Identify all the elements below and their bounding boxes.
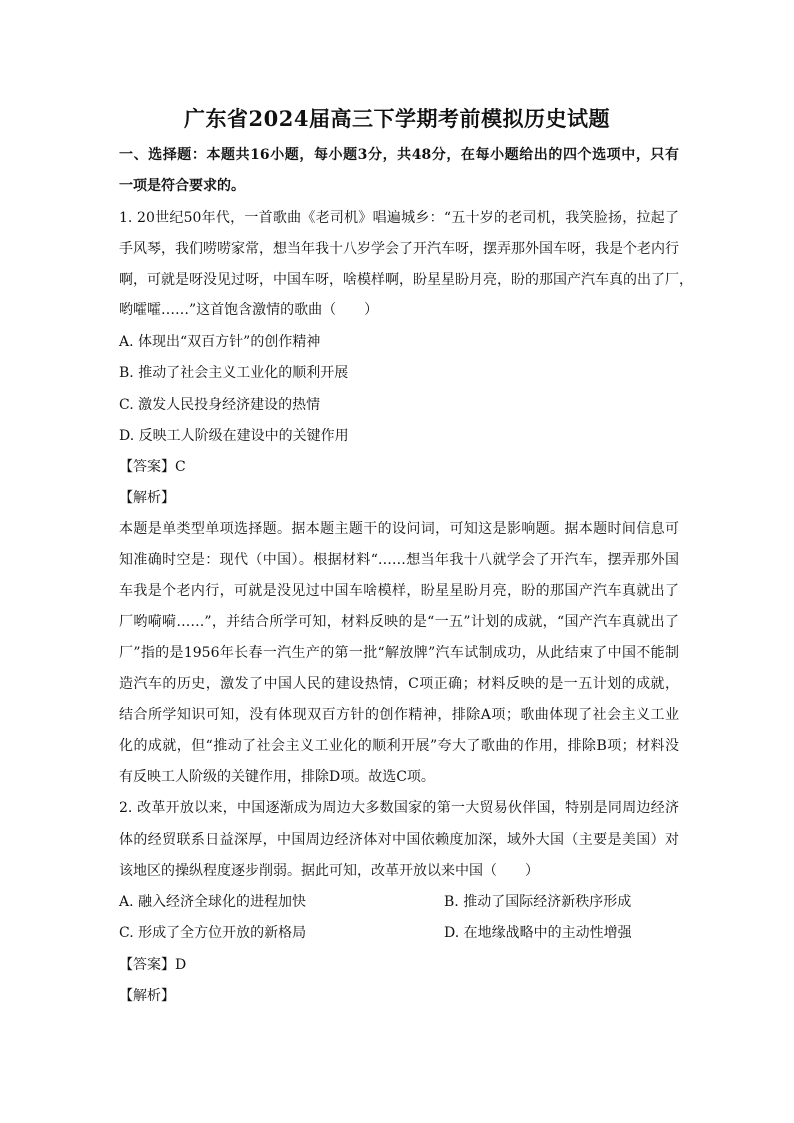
question-1-analysis: 结合所学知识可知，没有体现双百方针的创作精神，排除A项；歌曲体现了社会主义工业: [119, 707, 679, 723]
question-1-analysis-label: 【解析】: [119, 490, 175, 506]
question-1-analysis: 化的成就，但“推动了社会主义工业化的顺利开展”夸大了歌曲的作用，排除B项；材料没: [119, 738, 679, 754]
question-1-stem: 哟嚯嚯……”这首饱含激情的歌曲（ ）: [119, 302, 379, 318]
question-2-analysis-label: 【解析】: [119, 988, 175, 1004]
question-1-analysis: 有反映工人阶级的关键作用，排除D项。故选C项。: [119, 769, 435, 785]
page-title: 广东省2024届高三下学期考前模拟历史试题: [184, 106, 610, 131]
question-1-analysis: 造汽车的历史，激发了中国人民的建设热情，C项正确；材料反映的是一五计划的成就，: [119, 676, 679, 692]
question-1-analysis: 本题是单类型单项选择题。据本题主题干的设问词，可知这是影响题。据本题时间信息可: [119, 521, 679, 537]
question-2-stem: 2. 改革开放以来，中国逐渐成为周边大多数国家的第一大贸易伙伴国，特别是同周边经济: [119, 800, 679, 816]
question-1-option-d: D. 反映工人阶级在建设中的关键作用: [119, 428, 349, 444]
question-2-option-b: B. 推动了国际经济新秩序形成: [444, 894, 632, 910]
question-1-option-b: B. 推动了社会主义工业化的顺利开展: [119, 365, 349, 381]
section-instruction: 一、选择题：本题共16小题，每小题3分，共48分，在每小题给出的四个选项中，只有: [119, 147, 679, 163]
question-1-analysis: 知准确时空是：现代（中国）。根据材料“……想当年我十八就学会了开汽车，摆弄那外国: [119, 552, 679, 568]
question-1-stem: 1. 20世纪50年代，一首歌曲《老司机》唱遍城乡：“五十岁的老司机，我笑脸扬，拉起了: [119, 210, 679, 226]
question-2-option-d: D. 在地缘战略中的主动性增强: [444, 925, 632, 941]
question-1-analysis: 车我是个老内行，可就是没见过中国车啥模样，盼星星盼月亮，盼的那国产汽车真就出了: [119, 583, 679, 599]
question-1-analysis: 厂”指的是1956年长春一汽生产的第一批“解放牌”汽车试制成功，从此结束了中国不能制: [119, 645, 679, 661]
question-2-stem: 该地区的操纵程度逐步削弱。据此可知，改革开放以来中国（ ）: [119, 863, 539, 879]
question-1-stem: 啊，可就是呀没见过呀，中国车呀，啥模样啊，盼星星盼月亮，盼的那国产汽车真的出了厂，: [119, 272, 693, 288]
question-2-option-a: A. 融入经济全球化的进程加快: [119, 894, 307, 910]
section-instruction-cont: 一项是符合要求的。: [119, 178, 245, 194]
question-1-answer: 【答案】C: [119, 459, 186, 475]
question-2-answer: 【答案】D: [119, 957, 187, 973]
question-1-stem: 手风琴，我们唠唠家常，想当年我十八岁学会了开汽车呀，摆弄那外国车呀，我是个老内行: [119, 241, 679, 257]
question-1-option-c: C. 激发人民投身经济建设的热情: [119, 397, 321, 413]
question-1-analysis: 厂哟嗬嗬……”，并结合所学可知，材料反映的是“一五”计划的成就，“国产汽车真就出了: [119, 614, 679, 630]
question-1-option-a: A. 体现出“双百方针”的创作精神: [119, 334, 321, 350]
question-2-option-c: C. 形成了全方位开放的新格局: [119, 925, 307, 941]
question-2-stem: 体的经贸联系日益深厚，中国周边经济体对中国依赖度加深，域外大国（主要是美国）对: [119, 832, 679, 848]
